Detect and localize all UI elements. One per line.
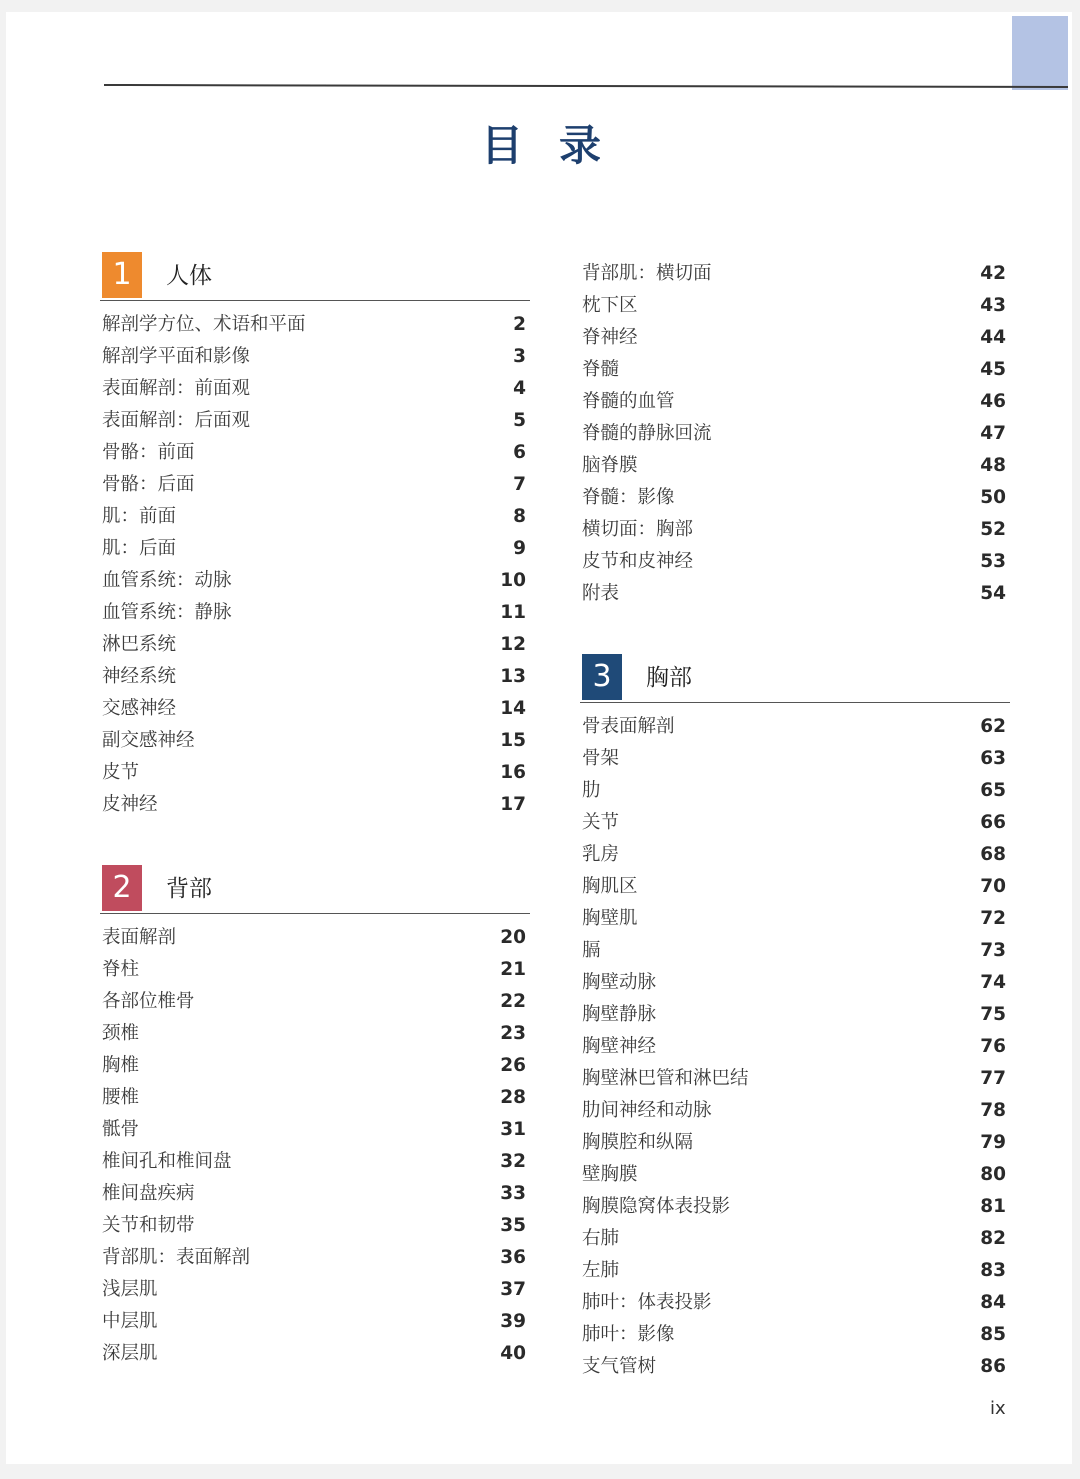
toc-entry[interactable] xyxy=(100,1306,530,1338)
toc-entry-page: 6 xyxy=(513,442,526,463)
toc-entry-label: 背部肌：横切面 xyxy=(582,263,712,284)
toc-entry[interactable] xyxy=(100,789,530,821)
toc-entry-page: 72 xyxy=(980,908,1006,929)
toc-entry[interactable] xyxy=(100,986,530,1018)
toc-entry-label: 解剖学平面和影像 xyxy=(102,346,251,367)
toc-entry-label: 关节 xyxy=(582,812,620,833)
section-3-header xyxy=(580,654,1010,703)
toc-entry-label: 血管系统：动脉 xyxy=(102,570,232,591)
toc-entry-label: 脊髓的血管 xyxy=(582,391,675,412)
toc-entry-page: 37 xyxy=(500,1279,526,1300)
toc-entry-label: 淋巴系统 xyxy=(102,634,177,655)
toc-entry-label: 脊髓：影像 xyxy=(582,487,675,508)
toc-entry[interactable] xyxy=(580,386,1010,418)
toc-entry-page: 65 xyxy=(980,780,1006,801)
toc-entry[interactable] xyxy=(100,501,530,533)
toc-entry[interactable] xyxy=(580,999,1010,1031)
section-3-title: 胸部 xyxy=(646,665,692,691)
toc-entry[interactable] xyxy=(100,533,530,565)
toc-entry-page: 48 xyxy=(980,455,1006,476)
toc-entry-label: 附表 xyxy=(582,583,620,604)
toc-entry[interactable] xyxy=(580,807,1010,839)
toc-entry-page: 3 xyxy=(513,346,526,367)
toc-entry[interactable] xyxy=(580,1191,1010,1223)
toc-entry[interactable] xyxy=(580,514,1010,546)
section-2-continued-entries xyxy=(580,258,1010,610)
toc-entry-label: 肺叶：体表投影 xyxy=(582,1292,712,1313)
toc-entry[interactable] xyxy=(580,418,1010,450)
toc-entry-page: 63 xyxy=(980,748,1006,769)
toc-entry-page: 42 xyxy=(980,263,1006,284)
toc-entry[interactable] xyxy=(100,373,530,405)
page-folio: ix xyxy=(990,1398,1006,1419)
toc-entry[interactable] xyxy=(580,1351,1010,1383)
toc-entry-page: 43 xyxy=(980,295,1006,316)
toc-left-column xyxy=(100,252,530,1370)
section-2-entries xyxy=(100,922,530,1370)
toc-entry[interactable] xyxy=(100,922,530,954)
toc-entry-page: 22 xyxy=(500,991,526,1012)
toc-entry-page: 14 xyxy=(500,698,526,719)
toc-entry-page: 2 xyxy=(513,314,526,335)
toc-entry-page: 23 xyxy=(500,1023,526,1044)
toc-entry-label: 胸膜隐窝体表投影 xyxy=(582,1196,731,1217)
toc-entry-label: 左肺 xyxy=(582,1260,620,1281)
toc-entry-label: 骨架 xyxy=(582,748,620,769)
toc-entry-page: 16 xyxy=(500,762,526,783)
toc-entry-page: 31 xyxy=(500,1119,526,1140)
toc-entry-label: 脑脊膜 xyxy=(582,455,638,476)
toc-entry-label: 胸壁动脉 xyxy=(582,972,657,993)
toc-entry-page: 13 xyxy=(500,666,526,687)
toc-entry-label: 胸壁神经 xyxy=(582,1036,657,1057)
toc-entry-label: 肋间神经和动脉 xyxy=(582,1100,712,1121)
toc-entry-label: 骨骼：前面 xyxy=(102,442,195,463)
toc-entry[interactable] xyxy=(100,341,530,373)
toc-entry[interactable] xyxy=(580,1223,1010,1255)
toc-entry[interactable] xyxy=(580,1255,1010,1287)
toc-entry-label: 交感神经 xyxy=(102,698,177,719)
toc-entry-page: 17 xyxy=(500,794,526,815)
toc-entry-page: 68 xyxy=(980,844,1006,865)
toc-entry-label: 支气管树 xyxy=(582,1356,657,1377)
toc-entry-page: 77 xyxy=(980,1068,1006,1089)
section-1-header xyxy=(100,252,530,301)
toc-entry-label: 胸壁静脉 xyxy=(582,1004,657,1025)
toc-entry[interactable] xyxy=(580,839,1010,871)
toc-entry-page: 28 xyxy=(500,1087,526,1108)
toc-entry-page: 20 xyxy=(500,927,526,948)
toc-entry-page: 62 xyxy=(980,716,1006,737)
section-2-title: 背部 xyxy=(166,876,212,902)
toc-entry-label: 血管系统：静脉 xyxy=(102,602,232,623)
toc-entry-page: 85 xyxy=(980,1324,1006,1345)
toc-entry-page: 32 xyxy=(500,1151,526,1172)
toc-entry-label: 肌：前面 xyxy=(102,506,177,527)
toc-entry[interactable] xyxy=(100,1114,530,1146)
toc-right-column xyxy=(580,258,1010,1383)
toc-entry[interactable] xyxy=(100,757,530,789)
toc-entry-label: 关节和韧带 xyxy=(102,1215,195,1236)
section-1-title: 人体 xyxy=(166,263,212,289)
toc-entry[interactable] xyxy=(100,1018,530,1050)
toc-entry-label: 脊髓 xyxy=(582,359,620,380)
toc-entry-label: 胸椎 xyxy=(102,1055,140,1076)
toc-entry-page: 52 xyxy=(980,519,1006,540)
toc-entry-page: 84 xyxy=(980,1292,1006,1313)
toc-entry[interactable] xyxy=(100,469,530,501)
section-1-number: 1 xyxy=(102,252,142,298)
toc-entry[interactable] xyxy=(100,1242,530,1274)
toc-entry-page: 8 xyxy=(513,506,526,527)
toc-entry[interactable] xyxy=(100,693,530,725)
toc-entry-page: 4 xyxy=(513,378,526,399)
toc-entry-page: 7 xyxy=(513,474,526,495)
section-2-number: 2 xyxy=(102,865,142,911)
toc-entry-page: 35 xyxy=(500,1215,526,1236)
toc-entry-label: 解剖学方位、术语和平面 xyxy=(102,314,306,335)
toc-entry-page: 39 xyxy=(500,1311,526,1332)
toc-entry-label: 颈椎 xyxy=(102,1023,140,1044)
toc-entry[interactable] xyxy=(100,1274,530,1306)
toc-entry-page: 36 xyxy=(500,1247,526,1268)
toc-entry-page: 78 xyxy=(980,1100,1006,1121)
toc-entry-page: 76 xyxy=(980,1036,1006,1057)
toc-entry-page: 15 xyxy=(500,730,526,751)
toc-entry[interactable] xyxy=(580,546,1010,578)
toc-entry-label: 椎间孔和椎间盘 xyxy=(102,1151,232,1172)
toc-entry[interactable] xyxy=(580,1127,1010,1159)
toc-entry-page: 79 xyxy=(980,1132,1006,1153)
toc-entry-label: 横切面：胸部 xyxy=(582,519,694,540)
toc-entry[interactable] xyxy=(580,903,1010,935)
toc-entry-page: 70 xyxy=(980,876,1006,897)
toc-entry-page: 86 xyxy=(980,1356,1006,1377)
toc-entry-label: 骨骼：后面 xyxy=(102,474,195,495)
toc-entry-page: 81 xyxy=(980,1196,1006,1217)
toc-entry-label: 胸壁淋巴管和淋巴结 xyxy=(582,1068,749,1089)
toc-entry-page: 45 xyxy=(980,359,1006,380)
toc-entry-label: 中层肌 xyxy=(102,1311,158,1332)
toc-entry-page: 50 xyxy=(980,487,1006,508)
toc-entry-page: 83 xyxy=(980,1260,1006,1281)
toc-entry-label: 胸肌区 xyxy=(582,876,638,897)
toc-entry-label: 脊神经 xyxy=(582,327,638,348)
toc-entry[interactable] xyxy=(100,309,530,341)
toc-entry-label: 膈 xyxy=(582,940,601,961)
toc-entry-label: 深层肌 xyxy=(102,1343,158,1364)
toc-entry-page: 47 xyxy=(980,423,1006,444)
toc-entry[interactable] xyxy=(580,743,1010,775)
toc-entry-page: 82 xyxy=(980,1228,1006,1249)
toc-entry[interactable] xyxy=(580,711,1010,743)
toc-entry-page: 53 xyxy=(980,551,1006,572)
toc-entry[interactable] xyxy=(100,1178,530,1210)
toc-entry-label: 胸膜腔和纵隔 xyxy=(582,1132,694,1153)
toc-entry-label: 各部位椎骨 xyxy=(102,991,195,1012)
toc-entry-page: 46 xyxy=(980,391,1006,412)
toc-entry[interactable] xyxy=(580,354,1010,386)
toc-entry[interactable] xyxy=(100,405,530,437)
toc-entry-label: 肺叶：影像 xyxy=(582,1324,675,1345)
toc-entry[interactable] xyxy=(100,1210,530,1242)
toc-entry-label: 神经系统 xyxy=(102,666,177,687)
toc-entry-label: 浅层肌 xyxy=(102,1279,158,1300)
toc-entry-label: 乳房 xyxy=(582,844,620,865)
toc-entry-label: 皮神经 xyxy=(102,794,158,815)
toc-entry[interactable] xyxy=(580,935,1010,967)
toc-entry-label: 右肺 xyxy=(582,1228,620,1249)
toc-entry-label: 壁胸膜 xyxy=(582,1164,638,1185)
toc-entry[interactable] xyxy=(100,1338,530,1370)
toc-entry[interactable] xyxy=(100,1146,530,1178)
toc-entry[interactable] xyxy=(580,1319,1010,1351)
toc-entry-label: 胸壁肌 xyxy=(582,908,638,929)
toc-entry-page: 73 xyxy=(980,940,1006,961)
toc-entry-label: 脊髓的静脉回流 xyxy=(582,423,712,444)
toc-entry-label: 表面解剖：后面观 xyxy=(102,410,251,431)
toc-entry[interactable] xyxy=(580,1063,1010,1095)
toc-entry[interactable] xyxy=(580,258,1010,290)
toc-entry[interactable] xyxy=(580,1031,1010,1063)
toc-entry[interactable] xyxy=(580,450,1010,482)
toc-entry[interactable] xyxy=(100,437,530,469)
section-3-number: 3 xyxy=(582,654,622,700)
toc-entry[interactable] xyxy=(580,290,1010,322)
corner-tab xyxy=(1012,16,1068,90)
toc-entry-label: 表面解剖：前面观 xyxy=(102,378,251,399)
toc-entry-page: 40 xyxy=(500,1343,526,1364)
toc-entry-label: 腰椎 xyxy=(102,1087,140,1108)
section-3-entries xyxy=(580,711,1010,1383)
toc-entry-page: 80 xyxy=(980,1164,1006,1185)
toc-entry-label: 皮节 xyxy=(102,762,140,783)
toc-entry-label: 骨表面解剖 xyxy=(582,716,675,737)
toc-entry-label: 表面解剖 xyxy=(102,927,177,948)
toc-entry[interactable] xyxy=(580,1287,1010,1319)
toc-entry[interactable] xyxy=(100,565,530,597)
toc-entry-page: 26 xyxy=(500,1055,526,1076)
toc-entry-page: 74 xyxy=(980,972,1006,993)
toc-entry-page: 33 xyxy=(500,1183,526,1204)
toc-entry-page: 12 xyxy=(500,634,526,655)
toc-entry[interactable] xyxy=(100,629,530,661)
toc-entry[interactable] xyxy=(100,661,530,693)
toc-entry[interactable] xyxy=(580,322,1010,354)
toc-entry-page: 10 xyxy=(500,570,526,591)
toc-entry-page: 54 xyxy=(980,583,1006,604)
toc-entry[interactable] xyxy=(580,482,1010,514)
page-title: 目录 xyxy=(480,121,637,170)
toc-entry-label: 枕下区 xyxy=(582,295,638,316)
toc-entry-label: 椎间盘疾病 xyxy=(102,1183,195,1204)
toc-entry-page: 21 xyxy=(500,959,526,980)
toc-entry-page: 66 xyxy=(980,812,1006,833)
toc-entry[interactable] xyxy=(100,725,530,757)
toc-entry[interactable] xyxy=(580,775,1010,807)
toc-entry[interactable] xyxy=(100,597,530,629)
toc-entry-label: 背部肌：表面解剖 xyxy=(102,1247,251,1268)
toc-entry-page: 5 xyxy=(513,410,526,431)
toc-entry-label: 皮节和皮神经 xyxy=(582,551,694,572)
section-2-header xyxy=(100,865,530,914)
toc-entry-page: 11 xyxy=(500,602,526,623)
toc-entry-page: 75 xyxy=(980,1004,1006,1025)
toc-entry-label: 肌：后面 xyxy=(102,538,177,559)
toc-entry[interactable] xyxy=(580,967,1010,999)
toc-entry-label: 肋 xyxy=(582,780,601,801)
toc-entry[interactable] xyxy=(580,1095,1010,1127)
toc-entry-page: 44 xyxy=(980,327,1006,348)
toc-entry[interactable] xyxy=(100,1050,530,1082)
toc-entry[interactable] xyxy=(100,954,530,986)
toc-entry-page: 9 xyxy=(513,538,526,559)
toc-entry[interactable] xyxy=(580,1159,1010,1191)
section-1-entries xyxy=(100,309,530,821)
toc-entry[interactable] xyxy=(100,1082,530,1114)
toc-entry-label: 副交感神经 xyxy=(102,730,195,751)
toc-entry[interactable] xyxy=(580,578,1010,610)
toc-entry[interactable] xyxy=(580,871,1010,903)
toc-entry-label: 脊柱 xyxy=(102,959,140,980)
toc-entry-label: 骶骨 xyxy=(102,1119,140,1140)
